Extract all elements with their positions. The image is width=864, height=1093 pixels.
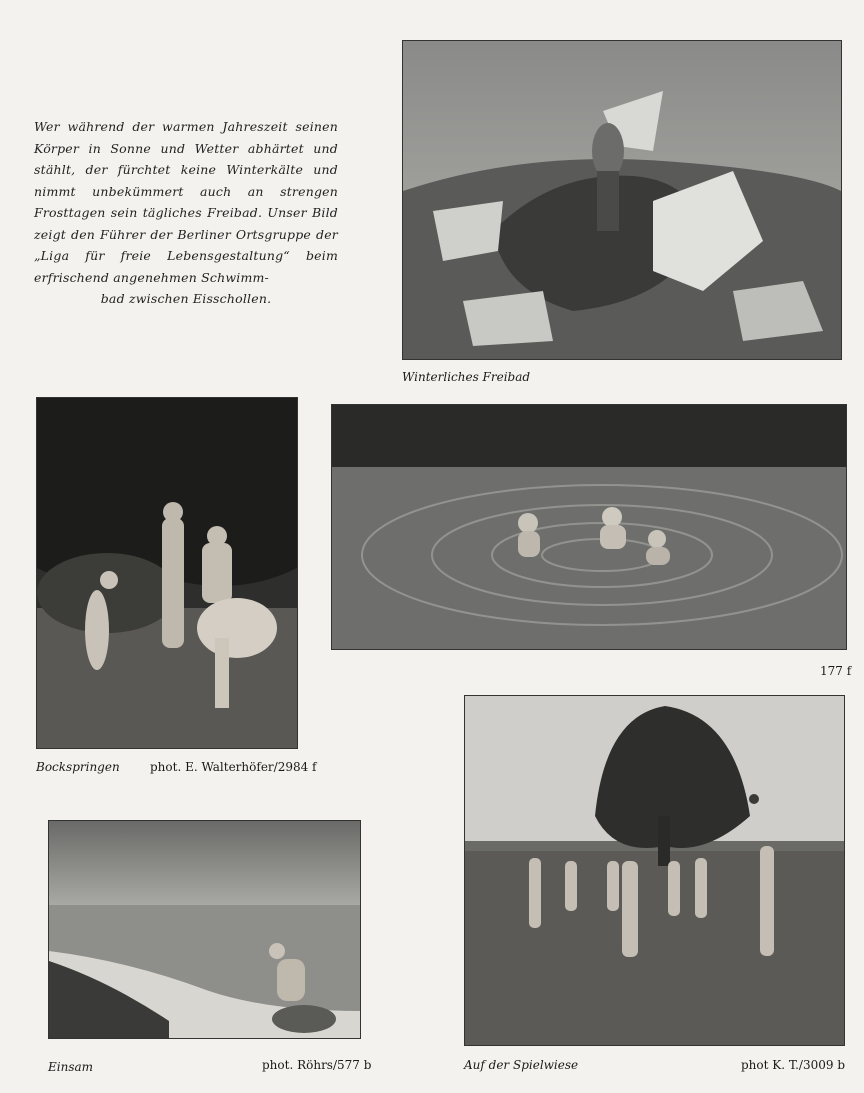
credit-alone: phot. Röhrs/577 b bbox=[262, 1058, 372, 1072]
caption-winter-bath: Winterliches Freibad bbox=[402, 370, 531, 384]
credit-lake: 177 f bbox=[820, 664, 852, 678]
photo-leapfrog bbox=[36, 397, 298, 749]
intro-text: Wer während der warmen Jahreszeit seinen Körper in Sonne und Wetter abhärtet und stählt, der fürchtet keine Winterkälte und nimmt unbekümmert auch an strengen Frosttagen sein tägliches Freibad. Unser Bild zeigt den Führer der Berliner Ortsgruppe der „Liga für freie Lebensgestaltung“ beim erfrischend angenehmen Schwimm- bbox=[34, 119, 338, 285]
photo-lake-swimmers bbox=[331, 404, 847, 650]
credit-meadow: phot K. T./3009 b bbox=[741, 1058, 845, 1072]
caption-meadow: Auf der Spielwiese bbox=[464, 1058, 579, 1072]
photo-alone bbox=[48, 820, 361, 1039]
caption-leapfrog: Bockspringen bbox=[36, 760, 120, 774]
credit-leapfrog: phot. E. Walterhöfer/2984 f bbox=[150, 760, 317, 774]
photo-meadow bbox=[464, 695, 845, 1046]
intro-paragraph bbox=[34, 116, 338, 310]
photo-winter-bath bbox=[402, 40, 842, 360]
caption-alone: Einsam bbox=[48, 1060, 94, 1074]
intro-text-last-line: bad zwischen Eisschollen. bbox=[100, 291, 272, 306]
